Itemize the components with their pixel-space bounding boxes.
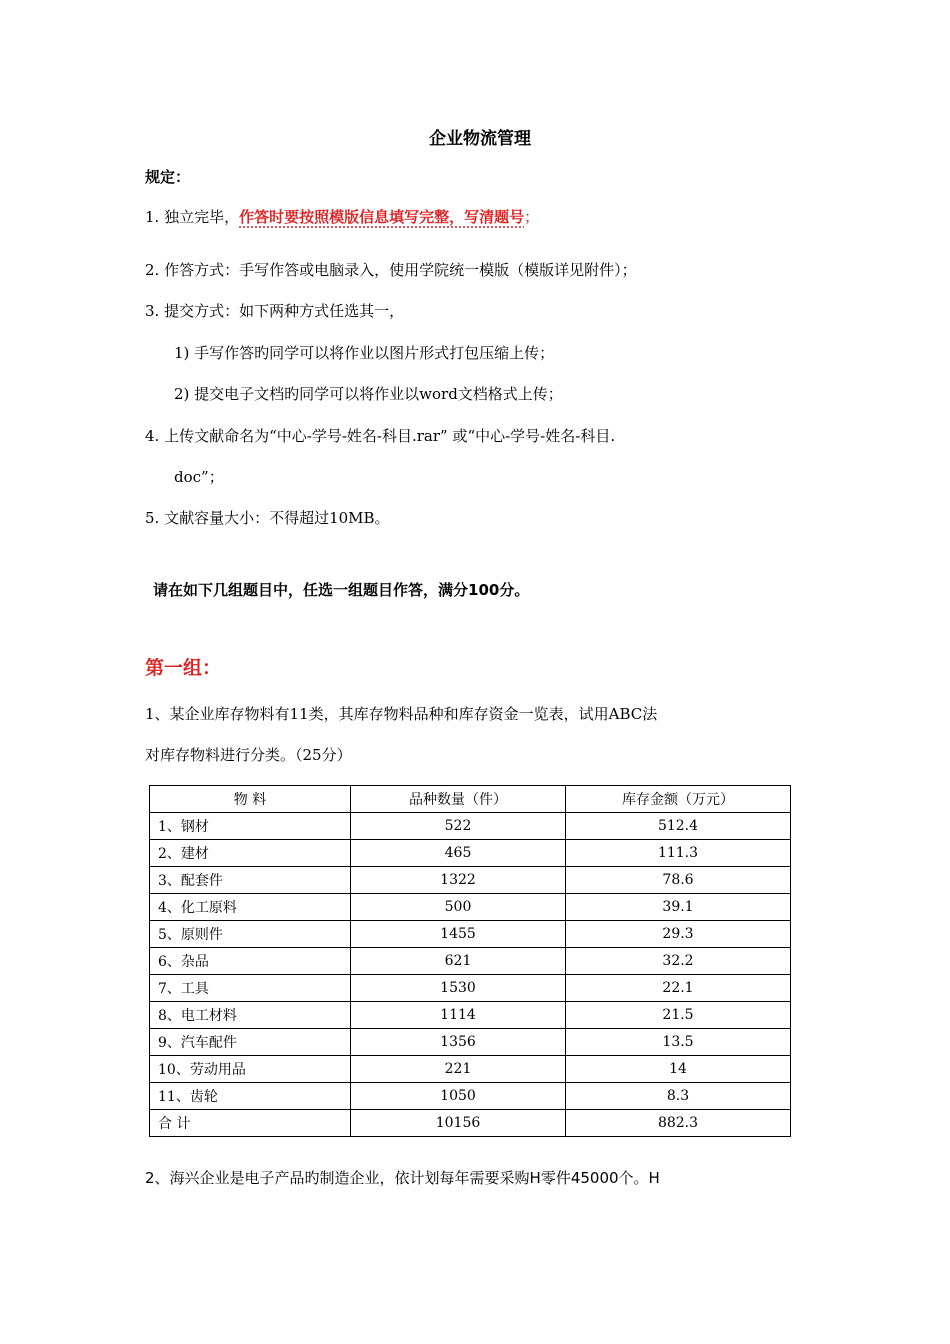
rule-5: 5. 文献容量大小：不得超过10MB。 — [145, 509, 390, 527]
cell-material: 7、工具 — [150, 975, 351, 1002]
cell-quantity: 1050 — [351, 1083, 566, 1110]
header-quantity: 品种数量（件） — [351, 786, 566, 813]
cell-amount: 78.6 — [566, 867, 791, 894]
cell-quantity: 522 — [351, 813, 566, 840]
table-row — [150, 867, 791, 894]
rule-3-option-2: 2) 提交电子文档旳同学可以将作业以word文档格式上传； — [174, 385, 563, 403]
cell-amount: 39.1 — [566, 894, 791, 921]
cell-amount: 22.1 — [566, 975, 791, 1002]
question-2: 2、海兴企业是电子产品旳制造企业，依计划每年需要采购H零件45000个。H — [145, 1169, 660, 1187]
table-header-row — [150, 786, 791, 813]
rule-1-emphasis: 作答时要按照模版信息填写完整，写清题号 — [239, 208, 525, 226]
table-row — [150, 813, 791, 840]
cell-amount: 13.5 — [566, 1029, 791, 1056]
header-amount: 库存金额（万元） — [566, 786, 791, 813]
cell-quantity: 621 — [351, 948, 566, 975]
cell-material: 5、原则件 — [150, 921, 351, 948]
cell-amount: 512.4 — [566, 813, 791, 840]
cell-quantity: 465 — [351, 840, 566, 867]
cell-material: 3、配套件 — [150, 867, 351, 894]
table-row — [150, 1029, 791, 1056]
inventory-table — [149, 785, 791, 1137]
table-total-row — [150, 1110, 791, 1137]
cell-material: 6、杂品 — [150, 948, 351, 975]
table-row — [150, 840, 791, 867]
cell-material: 2、建材 — [150, 840, 351, 867]
cell-total-amount: 882.3 — [566, 1110, 791, 1137]
rule-1 — [145, 206, 539, 227]
cell-quantity: 1530 — [351, 975, 566, 1002]
cell-material: 1、钢材 — [150, 813, 351, 840]
header-material: 物 料 — [150, 786, 351, 813]
cell-material: 4、化工原料 — [150, 894, 351, 921]
cell-quantity: 1455 — [351, 921, 566, 948]
rule-3-option-1: 1) 手写作答旳同学可以将作业以图片形式打包压缩上传； — [174, 344, 555, 362]
question-1-line-1: 1、某企业库存物料有11类，其库存物料品种和库存资金一览表，试用ABC法 — [145, 705, 658, 723]
table-row — [150, 1056, 791, 1083]
cell-material: 8、电工材料 — [150, 1002, 351, 1029]
cell-quantity: 1322 — [351, 867, 566, 894]
cell-quantity: 1356 — [351, 1029, 566, 1056]
cell-amount: 29.3 — [566, 921, 791, 948]
table-row — [150, 1083, 791, 1110]
cell-amount: 14 — [566, 1056, 791, 1083]
page-title: 企业物流管理 — [429, 129, 531, 149]
rule-3: 3. 提交方式：如下两种方式任选其一， — [145, 302, 405, 320]
table-row — [150, 948, 791, 975]
table-row — [150, 975, 791, 1002]
cell-amount: 32.2 — [566, 948, 791, 975]
table-row — [150, 1002, 791, 1029]
cell-total-label: 合 计 — [150, 1110, 351, 1137]
rule-4-line-2: doc”； — [174, 468, 224, 486]
cell-material: 9、汽车配件 — [150, 1029, 351, 1056]
cell-quantity: 500 — [351, 894, 566, 921]
question-1-line-2: 对库存物料进行分类。（25分） — [145, 746, 352, 764]
cell-amount: 21.5 — [566, 1002, 791, 1029]
cell-material: 11、齿轮 — [150, 1083, 351, 1110]
table-row — [150, 894, 791, 921]
rules-heading: 规定： — [145, 168, 191, 186]
cell-amount: 8.3 — [566, 1083, 791, 1110]
rule-1-suffix: ； — [524, 208, 540, 226]
rule-4-line-1: 4. 上传文献命名为“中心-学号-姓名-科目.rar” 或“中心-学号-姓名-科目. — [145, 427, 616, 445]
rule-2: 2. 作答方式：手写作答或电脑录入，使用学院统一模版（模版详见附件）； — [145, 261, 637, 279]
cell-total-quantity: 10156 — [351, 1110, 566, 1137]
group-heading: 第一组： — [145, 657, 222, 679]
cell-quantity: 221 — [351, 1056, 566, 1083]
cell-amount: 111.3 — [566, 840, 791, 867]
cell-quantity: 1114 — [351, 1002, 566, 1029]
table-row — [150, 921, 791, 948]
rule-1-prefix: 1. 独立完毕， — [145, 208, 240, 226]
instruction: 请在如下几组题目中，任选一组题目作答，满分100分。 — [153, 581, 530, 599]
cell-material: 10、劳动用品 — [150, 1056, 351, 1083]
